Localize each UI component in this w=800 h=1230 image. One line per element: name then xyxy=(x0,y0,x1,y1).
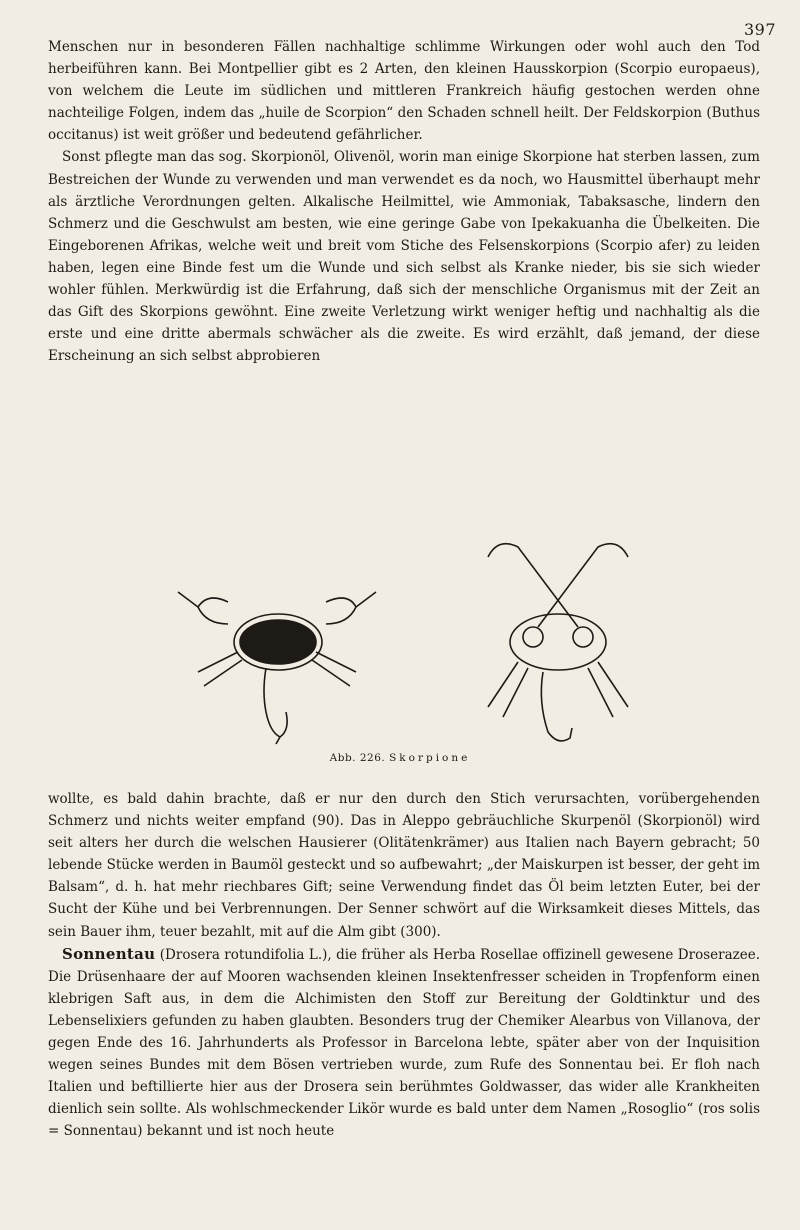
text-block-bottom xyxy=(48,788,760,1143)
scorpion-right xyxy=(488,544,628,741)
paragraph: Menschen nur in besonderen Fällen nachhaltige schlimme Wirkungen oder wohl auch den Tod herbeiführen kann. Bei Montpellier gibt es 2 Arten, den kleinen Hausskorpion (Scorpio europaeus), von welchem die Leute im südlichen und mittleren Frankreich häufig gestochen werden ohne nachteilige Folgen, indem das „huile de Scorpion“ den Schaden schnell heilt. Der Feldskorpion (Buthus occitanus) ist weit größer und bedeutend gefährlicher. xyxy=(48,39,760,144)
sonnentau-text: (Drosera rotundifolia L.), die früher als Herba Rosellae offizinell gewesene Droserazee. Die Drüsenhaare der auf Mooren wachsenden kleinen Insektenfresser scheiden in Tropfenform einen klebrigen Saft aus, in dem die Alchimisten den Stoff zur Bereitung der Goldtinktur und des Lebenselixiers gefunden zu haben glaubten. Besonders trug der Chemiker Alearbus von Villanova, der gegen Ende des 16. Jahrhunderts als Professor in Barcelona lebte, später aber von der Inquisition wegen seines Bundes mit dem Bösen vertrieben wurde, zum Rufe des Sonnentau bei. Er floh nach Italien und beftillierte hier aus der Drosera sein berühmtes Goldwasser, das wider alle Krankheiten dienlich sein sollte. Als wohlschmeckender Likör wurde es bald unter dem Namen „Rosoglio“ (ros solis = Sonnentau) bekannt und ist noch heute xyxy=(48,946,761,1140)
paragraph: Sonst pflegte man das sog. Skorpionöl, Olivenöl, worin man einige Skorpione hat sterben lassen, zum Bestreichen der Wunde zu verwenden und man verwendet es da noch, wo Hausmittel überhaupt mehr als ärztliche Verordnungen gelten. Alkalische Heilmittel, wie Ammoniak, Tabaksasche, lindern den Schmerz und die Geschwulst am besten, wie eine geringe Gabe von Ipekakuanha die Übelkeiten. Die Eingeborenen Afrikas, welche weit und breit vom Stiche des Felsenskorpions (Scorpio afer) zu leiden haben, legen eine Binde fest um die Wunde und sich selbst als Kranke nieder, bis sie sich wieder wohler fühlen. Merkwürdig ist die Erfahrung, daß sich der menschliche Organismus mit der Zeit an das Gift des Skorpions gewöhnt. Eine zweite Verletzung wirkt weniger heftig und nachhaltig als die erste und eine dritte abermals schwächer als die zweite. Es wird erzählt, daß jemand, der diese Erscheinung an sich selbst abprobieren xyxy=(48,149,760,365)
scorpion-left xyxy=(178,592,376,744)
figure-caption xyxy=(0,752,800,764)
caption-prefix: Abb. 226. xyxy=(329,752,386,764)
page-number: 397 xyxy=(743,20,776,39)
heading-sonnentau: Sonnentau xyxy=(62,944,156,963)
figure-scorpions xyxy=(158,532,658,772)
scorpion-illustration xyxy=(158,532,658,752)
caption-title: Skorpione xyxy=(389,752,471,764)
text-block-top xyxy=(48,36,760,367)
paragraph-sonnentau xyxy=(48,943,760,1143)
paragraph: wollte, es bald dahin brachte, daß er nur den durch den Stich verursachten, vorübergehenden Schmerz und nichts weiter empfand (90). Das in Aleppo gebräuchliche Skurpenöl (Skorpionöl) wird seit alters her durch die welschen Hausierer (Olitätenkrämer) aus Italien nach Bayern gebracht; 50 lebende Stücke werden in Baumöl gesteckt und so aufbewahrt; „der Maiskurpen ist besser, der geht im Balsam“, d. h. hat mehr riechbares Gift; seine Verwendung findet das Öl beim letzten Euter, bei der Sucht der Kühe und bei Verbrennungen. Der Senner schwört auf die Wirksamkeit dieses Mittels, das sein Bauer ihm, teuer bezahlt, mit auf die Alm gibt (300). xyxy=(48,791,760,940)
